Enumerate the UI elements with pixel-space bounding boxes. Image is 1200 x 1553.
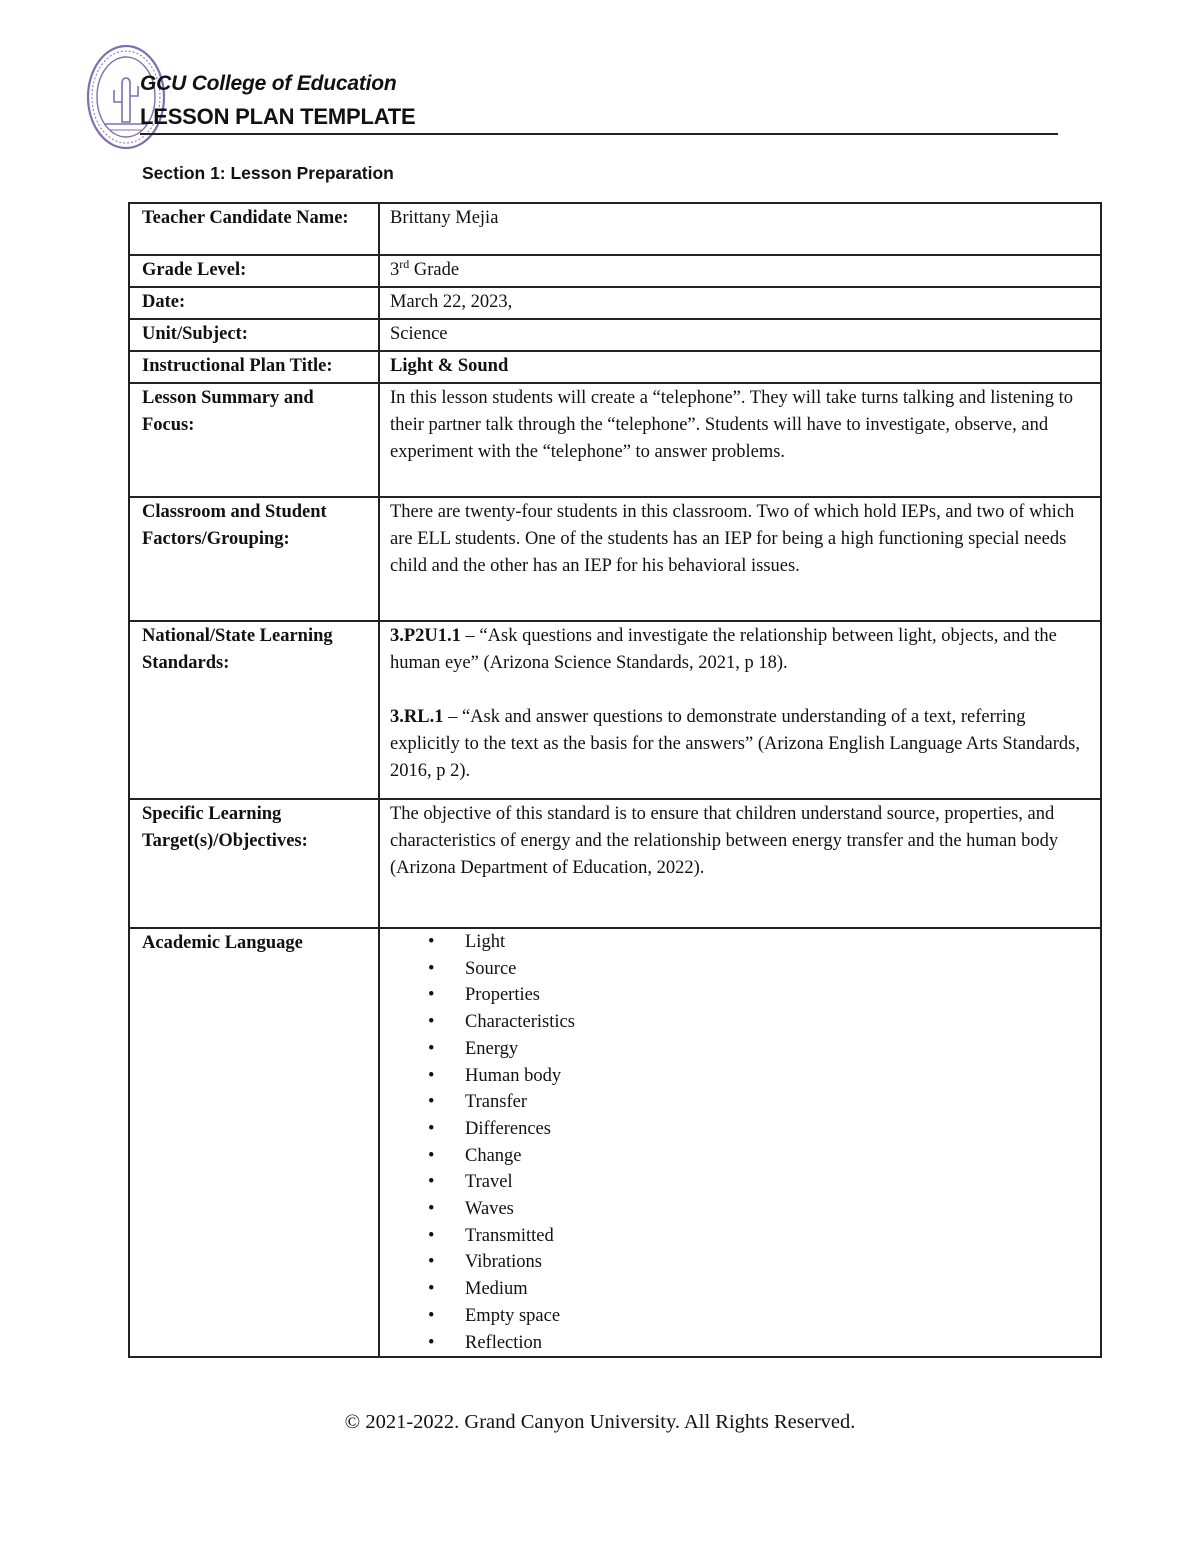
date-label: Date: <box>129 287 379 319</box>
lesson-preparation-table <box>128 202 1102 1358</box>
academic-term: • Characteristics <box>390 1009 1090 1036</box>
standard-item <box>390 704 1090 785</box>
academic-term: • Transmitted <box>390 1223 1090 1250</box>
academic-term: • Source <box>390 956 1090 983</box>
academic-term: • Light <box>390 929 1090 956</box>
unit-subject-value: Science <box>379 319 1101 351</box>
standard-item <box>390 623 1090 677</box>
academic-term: • Medium <box>390 1276 1090 1303</box>
academic-term: • Travel <box>390 1169 1090 1196</box>
college-name: GCU College of Education <box>140 72 397 95</box>
academic-term: • Vibrations <box>390 1249 1090 1276</box>
academic-terms-list <box>390 929 1090 1356</box>
academic-term: • Properties <box>390 982 1090 1009</box>
template-title: LESSON PLAN TEMPLATE <box>140 104 416 129</box>
academic-term: • Waves <box>390 1196 1090 1223</box>
academic-language-value <box>379 928 1101 1357</box>
plan-title-value: Light & Sound <box>379 351 1101 383</box>
teacher-name-value: Brittany Mejia <box>379 203 1101 255</box>
grade-number: 3 <box>390 260 400 280</box>
grade-level-value <box>379 255 1101 287</box>
academic-term: • Differences <box>390 1116 1090 1143</box>
academic-term: • Change <box>390 1143 1090 1170</box>
grade-ordinal: rd <box>399 256 410 271</box>
unit-subject-label: Unit/Subject: <box>129 319 379 351</box>
grade-word: Grade <box>409 260 460 280</box>
lesson-summary-label: Lesson Summary and Focus: <box>129 383 379 497</box>
standard-code: 3.P2U1.1 <box>390 626 461 646</box>
table-row <box>129 319 1101 351</box>
table-row <box>129 287 1101 319</box>
table-row <box>129 621 1101 799</box>
plan-title-label: Instructional Plan Title: <box>129 351 379 383</box>
table-row <box>129 383 1101 497</box>
table-row <box>129 799 1101 928</box>
academic-term: • Human body <box>390 1063 1090 1090</box>
academic-term: • Transfer <box>390 1089 1090 1116</box>
classroom-factors-value: There are twenty-four students in this classroom. Two of which hold IEPs, and two of which are ELL students. One of the students has an IEP for being a high functioning special needs child and the other has an IEP for his behavioral issues. <box>379 497 1101 621</box>
table-row <box>129 255 1101 287</box>
copyright-footer: © 2021-2022. Grand Canyon University. All Rights Reserved. <box>344 1411 856 1433</box>
learning-objectives-label: Specific Learning Target(s)/Objectives: <box>129 799 379 928</box>
teacher-name-label: Teacher Candidate Name: <box>129 203 379 255</box>
standard-text: – “Ask questions and investigate the relationship between light, objects, and the human eye” (Arizona Science Standards, 2021, p 18). <box>390 626 1057 673</box>
table-row <box>129 497 1101 621</box>
academic-term: • Energy <box>390 1036 1090 1063</box>
lesson-summary-value: In this lesson students will create a “telephone”. They will take turns talking and listening to their partner talk through the “telephone”. Students will have to investigate, observe, and experiment with the “telephone” to answer problems. <box>379 383 1101 497</box>
standard-text: – “Ask and answer questions to demonstrate understanding of a text, referring explicitly to the text as the basis for the answers” (Arizona English Language Arts Standards, 2016, p 2). <box>390 707 1080 781</box>
classroom-factors-label: Classroom and Student Factors/Grouping: <box>129 497 379 621</box>
table-row <box>129 203 1101 255</box>
grade-level-label: Grade Level: <box>129 255 379 287</box>
learning-objectives-value: The objective of this standard is to ensure that children understand source, properties, and characteristics of energy and the relationship between energy transfer and the human body (Arizona Department of Education, 2022). <box>379 799 1101 928</box>
academic-term: • Reflection <box>390 1330 1090 1357</box>
learning-standards-label: National/State Learning Standards: <box>129 621 379 799</box>
academic-language-label: Academic Language <box>129 928 379 1357</box>
standard-code: 3.RL.1 <box>390 707 444 727</box>
section-heading: Section 1: Lesson Preparation <box>142 163 394 183</box>
table-row <box>129 351 1101 383</box>
date-value: March 22, 2023, <box>379 287 1101 319</box>
learning-standards-value <box>379 621 1101 799</box>
academic-term: • Empty space <box>390 1303 1090 1330</box>
table-row <box>129 928 1101 1357</box>
header-divider <box>140 133 1058 135</box>
